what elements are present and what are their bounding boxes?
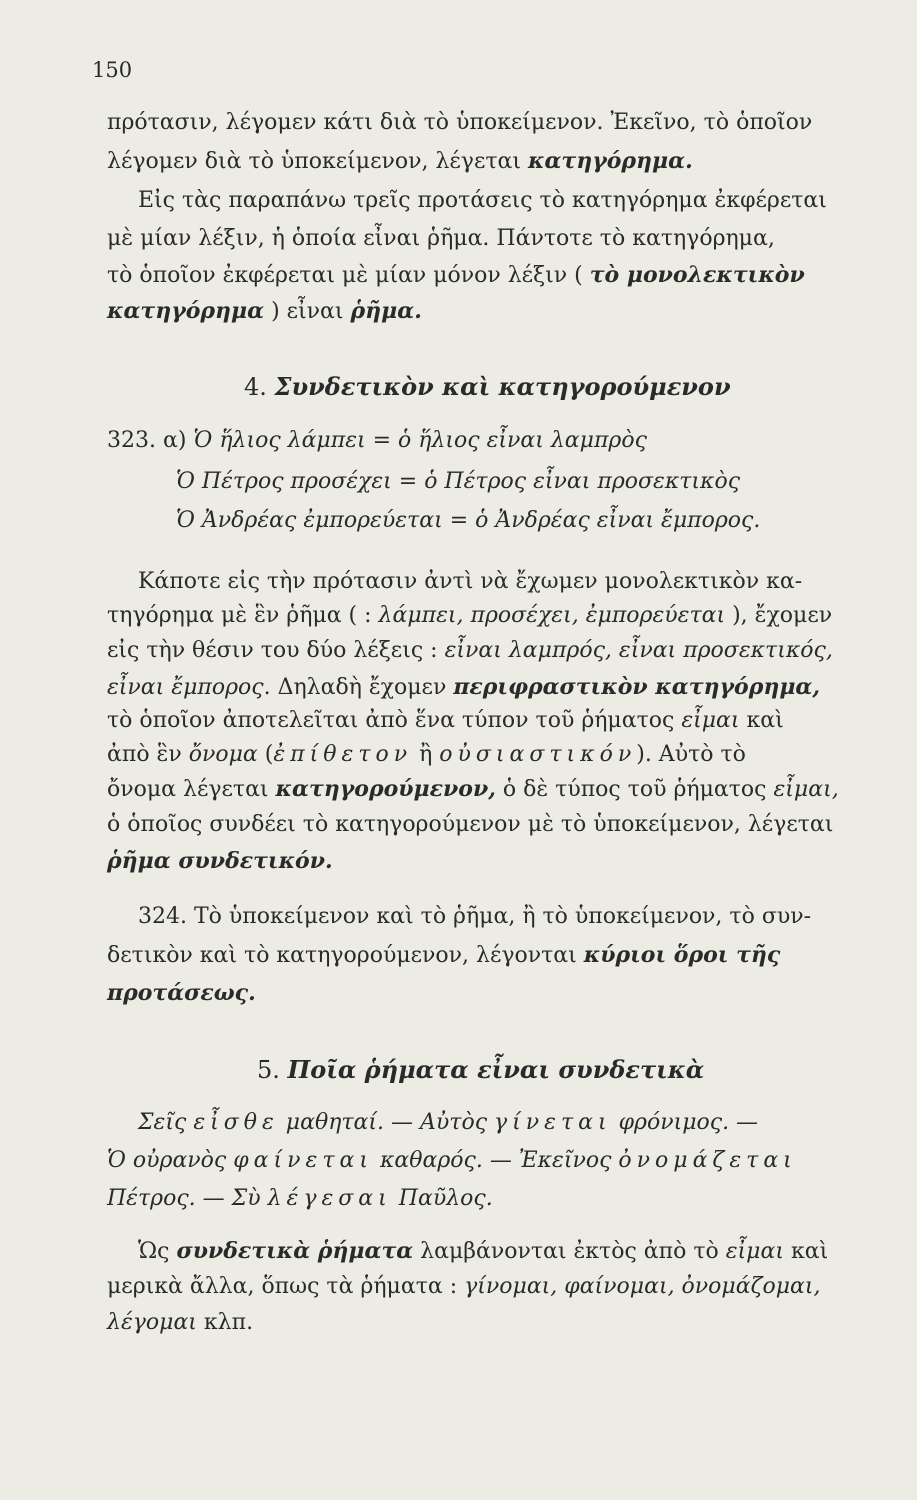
- term-bold: ῥῆμα συνδετικόν.: [107, 848, 333, 874]
- term-bold: προτάσεως.: [107, 980, 256, 1006]
- text-line: τηγόρημα μὲ ἓν ῥῆμα ( : λάμπει, προσέχει, ἐμπορεύεται ), ἔχομεν: [107, 603, 833, 628]
- example-line: Ὁ οὐρανὸς φαίνεται καθαρός. — Ἐκεῖνος ὀνομάζεται: [107, 1148, 797, 1173]
- term-bold: κατηγόρημα: [107, 298, 265, 324]
- text-line: λέγομεν διὰ τὸ ὑποκείμενον, λέγεται κατηγόρημα.: [107, 148, 693, 174]
- example-line: Ὁ Ἀνδρέας ἐμπορεύεται = ὁ Ἀνδρέας εἶναι ἔμπορος.: [176, 508, 761, 533]
- text-line: μερικὰ ἄλλα, ὅπως τὰ ῥήματα : γίνομαι, φαίνομαι, ὀνομάζομαι,: [107, 1274, 821, 1299]
- page-number: 150: [92, 58, 133, 82]
- text-line: ὄνομα λέγεται κατηγορούμενον, ὁ δὲ τύπος τοῦ ῥήματος εἶμαι,: [107, 776, 839, 802]
- example-line: Πέτρος. — Σὺ λέγεσαι Παῦλος.: [107, 1186, 493, 1211]
- example-line: 323. α) Ὁ ἥλιος λάμπει = ὁ ἥλιος εἶναι λαμπρὸς: [107, 428, 647, 453]
- term-bold: κατηγόρημα.: [528, 148, 693, 174]
- example-line: Σεῖς εἶσθε μαθηταί. — Αὐτὸς γίνεται φρόνιμος. —: [138, 1110, 759, 1135]
- term-bold: περιφραστικὸν κατηγόρημα,: [453, 674, 821, 700]
- text-line: λέγομαι κλπ.: [107, 1310, 254, 1335]
- term-bold: κατηγορούμενον,: [275, 776, 496, 802]
- text-line: τὸ ὁποῖον ἀποτελεῖται ἀπὸ ἕνα τύπον τοῦ ῥήματος εἶμαι καὶ: [107, 708, 784, 733]
- text-line: Κάποτε εἰς τὴν πρότασιν ἀντὶ νὰ ἔχωμεν μονολεκτικὸν κα-: [138, 569, 803, 594]
- text-line: κατηγόρημα ) εἶναι ῥῆμα.: [107, 298, 422, 324]
- term-bold: κύριοι ὅροι τῆς: [583, 942, 781, 968]
- text-line: 324. Τὸ ὑποκείμενον καὶ τὸ ῥῆμα, ἢ τὸ ὑποκείμενον, τὸ συν-: [138, 904, 812, 929]
- text-line: μὲ μίαν λέξιν, ἡ ὁποία εἶναι ῥῆμα. Πάντοτε τὸ κατηγόρημα,: [107, 226, 775, 251]
- text-line: ὁ ὁποῖος συνδέει τὸ κατηγορούμενον μὲ τὸ ὑποκείμενον, λέγεται: [107, 812, 834, 837]
- text-line: Ὡς συνδετικὰ ῥήματα λαμβάνονται ἐκτὸς ἀπὸ τὸ εἶμαι καὶ: [138, 1238, 829, 1264]
- text-line: εἶναι ἔμπορος. Δηλαδὴ ἔχομεν περιφραστικὸν κατηγόρημα,: [107, 674, 821, 700]
- text-line: Εἰς τὰς παραπάνω τρεῖς προτάσεις τὸ κατηγόρημα ἐκφέρεται: [138, 188, 827, 213]
- text-line: [107, 846, 333, 877]
- text-line: ἀπὸ ἓν ὄνομα (ἐπίθετον ἢ οὐσιαστικόν). Αὐτὸ τὸ: [107, 742, 746, 767]
- text-line: δετικὸν καὶ τὸ κατηγορούμενον, λέγονται κύριοι ὅροι τῆς: [107, 942, 781, 968]
- section-heading: 4. Συνδετικὸν καὶ κατηγορούμενον: [244, 372, 731, 401]
- term-bold: συνδετικὰ ῥήματα: [176, 1238, 414, 1264]
- text-line: εἰς τὴν θέσιν του δύο λέξεις : εἶναι λαμπρός, εἶναι προσεκτικός,: [107, 638, 833, 663]
- text-line: τὸ ὁποῖον ἐκφέρεται μὲ μίαν μόνον λέξιν ( τὸ μονολεκτικὸν: [107, 262, 805, 288]
- section-heading: 5. Ποῖα ῥήματα εἶναι συνδετικὰ: [257, 1055, 705, 1084]
- text-line: πρότασιν, λέγομεν κάτι διὰ τὸ ὑποκείμενον. Ἐκεῖνο, τὸ ὁποῖον: [107, 110, 813, 135]
- example-line: Ὁ Πέτρος προσέχει = ὁ Πέτρος εἶναι προσεκτικὸς: [176, 469, 741, 494]
- text-line: [107, 978, 256, 1009]
- term-bold: τὸ μονολεκτικὸν: [589, 262, 805, 288]
- term-bold: ῥῆμα.: [350, 298, 422, 324]
